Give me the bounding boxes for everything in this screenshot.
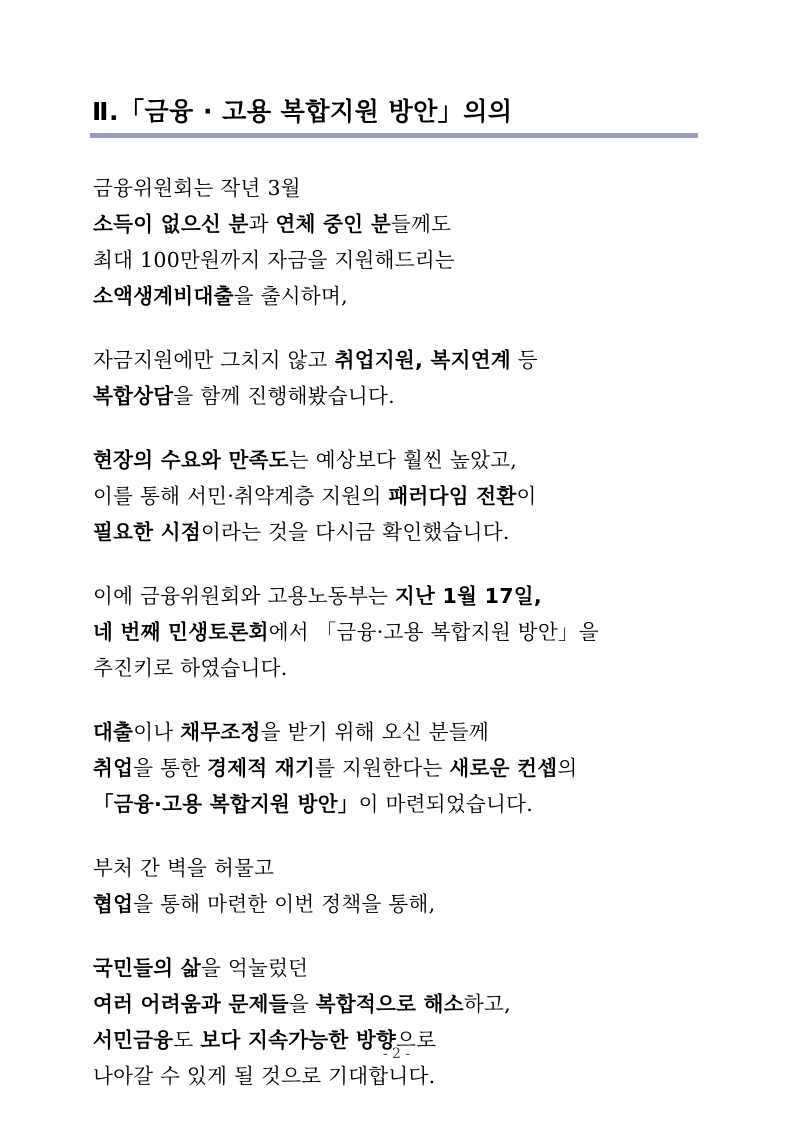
text-line (93, 786, 703, 822)
body-text: 추진키로 하였습니다. (93, 656, 288, 680)
text-line (93, 614, 703, 650)
bold-text: 소득이 없으신 분 (93, 212, 249, 236)
body-text: 이를 통해 서민·취약계층 지원의 (93, 484, 389, 508)
bold-text: 복합적으로 해소 (315, 992, 464, 1016)
bold-text: 새로운 컨셉 (449, 756, 558, 780)
body-text: 하고, (463, 992, 511, 1016)
paragraph (93, 578, 703, 686)
text-line (93, 378, 703, 414)
heading-underline (90, 133, 698, 138)
bold-text: 취업 (93, 756, 134, 780)
text-line (93, 650, 703, 686)
body-text: 을 받기 위해 오신 분들께 (260, 720, 489, 744)
bold-text: 채무조정 (180, 720, 261, 744)
bold-text: 취업지원, 복지연계 (334, 348, 511, 372)
text-line (93, 578, 703, 614)
body-text: 을 통해 마련한 이번 정책을 통해, (133, 892, 436, 916)
section-heading: Ⅱ.「금융 · 고용 복합지원 방안」의의 (92, 97, 513, 126)
text-line (93, 242, 703, 278)
text-line (93, 170, 703, 206)
body-text: 의 (557, 756, 578, 780)
bold-text: 협업 (93, 892, 134, 916)
bold-text: 경제적 재기 (207, 756, 316, 780)
bold-text: 대출 (93, 720, 134, 744)
body-text: 부처 간 벽을 허물고 (93, 856, 275, 880)
document-body (93, 170, 703, 1122)
bold-text: 국민들의 삶 (93, 956, 201, 980)
page-number: - 2 - (382, 1046, 411, 1062)
body-text: 도 (173, 1028, 201, 1052)
text-line (93, 1058, 703, 1094)
body-text: 이라는 것을 다시금 확인했습니다. (200, 520, 510, 544)
bold-text: 여러 어려움과 문제들 (93, 992, 289, 1016)
body-text: 을 통한 (133, 756, 208, 780)
body-text: 과 (248, 212, 276, 236)
bold-text: 서민금융 (93, 1028, 174, 1052)
bold-text: 지난 1월 17일, (394, 584, 542, 608)
bold-text: 복합상담 (93, 384, 174, 408)
body-text: 이 마련되었습니다. (358, 792, 534, 816)
text-line (93, 342, 703, 378)
text-line (93, 714, 703, 750)
text-line (93, 478, 703, 514)
body-text: 을 억눌렀던 (200, 956, 309, 980)
body-text: 들께도 (390, 212, 452, 236)
body-text: 이에 금융위원회와 고용노동부는 (93, 584, 395, 608)
paragraph (93, 950, 703, 1094)
bold-text: 네 번째 민생토론회 (93, 620, 269, 644)
body-text: 자금지원에만 그치지 않고 (93, 348, 335, 372)
bold-text: 패러다임 전환 (388, 484, 517, 508)
paragraph (93, 170, 703, 314)
paragraph (93, 442, 703, 550)
text-line (93, 950, 703, 986)
paragraph (93, 342, 703, 414)
bold-text: 현장의 수요와 만족도 (93, 448, 289, 472)
body-text: 이 (516, 484, 537, 508)
paragraph (93, 850, 703, 922)
body-text: 으로 (396, 1028, 437, 1052)
text-line (93, 886, 703, 922)
body-text: 에서 「금융·고용 복합지원 방안」을 (268, 620, 599, 644)
bold-text: 연체 중인 분 (275, 212, 391, 236)
text-line (93, 278, 703, 314)
body-text: 등 (510, 348, 538, 372)
body-text: 을 함께 진행해봤습니다. (173, 384, 395, 408)
body-text: 을 출시하며, (233, 284, 348, 308)
bold-text: 소액생계비대출 (93, 284, 234, 308)
bold-text: 보다 지속가능한 방향 (200, 1028, 397, 1052)
text-line (93, 206, 703, 242)
body-text: 나아갈 수 있게 될 것으로 기대합니다. (93, 1064, 436, 1088)
text-line (93, 442, 703, 478)
bold-text: 「금융·고용 복합지원 방안」 (93, 792, 359, 816)
body-text: 최대 100만원까지 자금을 지원해드리는 (93, 248, 456, 272)
text-line (93, 514, 703, 550)
body-text: 금융위원회는 작년 3월 (93, 176, 301, 200)
text-line (93, 850, 703, 886)
text-line (93, 750, 703, 786)
paragraph (93, 714, 703, 822)
bold-text: 필요한 시점 (93, 520, 201, 544)
text-line (93, 986, 703, 1022)
body-text: 이나 (133, 720, 181, 744)
body-text: 를 지원한다는 (315, 756, 450, 780)
body-text: 는 예상보다 훨씬 높았고, (288, 448, 518, 472)
body-text: 을 (288, 992, 316, 1016)
